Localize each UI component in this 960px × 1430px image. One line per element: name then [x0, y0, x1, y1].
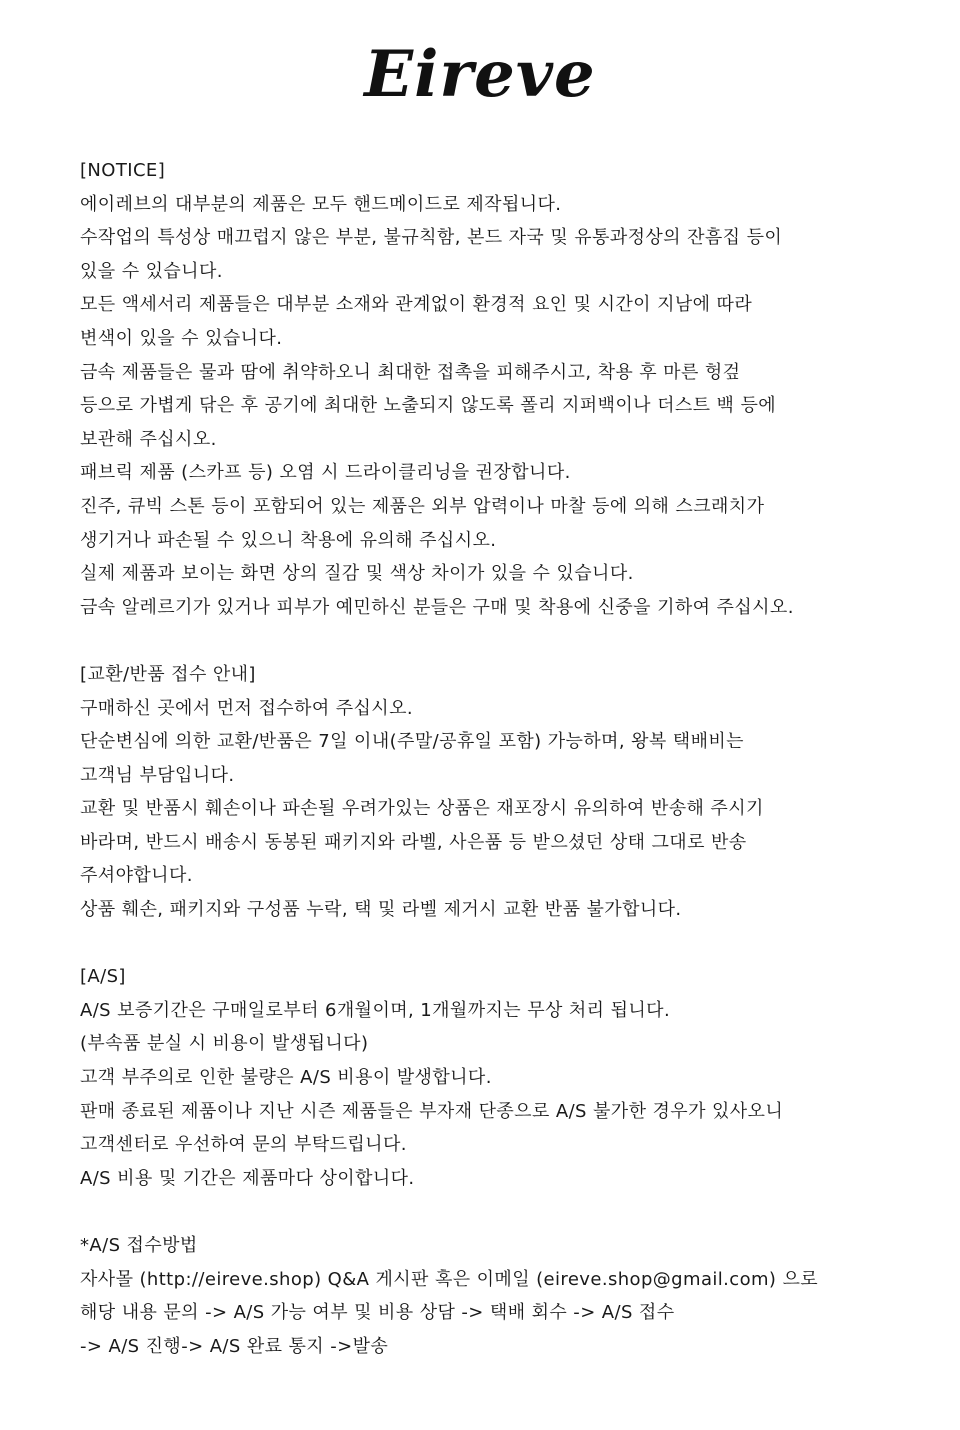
section-heading: [A/S] [80, 966, 126, 988]
section-spacer [80, 927, 900, 961]
section-spacer [80, 1195, 900, 1229]
procedure-line: 해당 내용 문의 -> A/S 가능 여부 및 비용 상담 -> 택배 회수 -> A/S 접수 [80, 1302, 675, 1324]
exchange-line: 주셔야합니다. [80, 865, 193, 887]
exchange-line: 바라며, 반드시 배송시 동봉된 패키지와 라벨, 사은품 등 받으셨던 상태 그대로 반송 [80, 831, 747, 853]
notice-line: 변색이 있을 수 있습니다. [80, 327, 283, 349]
notice-line: 에이레브의 대부분의 제품은 모두 핸드메이드로 제작됩니다. [80, 193, 562, 215]
as-line: 고객 부주의로 인한 불량은 A/S 비용이 발생합니다. [80, 1067, 492, 1089]
section-as [80, 960, 900, 1195]
section-notice [80, 154, 900, 624]
procedure-line: 자사몰 (http://eireve.shop) Q&A 게시판 혹은 이메일 (eireve.shop@gmail.com) 으로 [80, 1268, 819, 1290]
notice-content [80, 154, 900, 1363]
procedure-line: -> A/S 진행-> A/S 완료 통지 ->발송 [80, 1335, 389, 1357]
as-line: (부속품 분실 시 비용이 발생됩니다) [80, 1033, 369, 1055]
brand-logo: Eireve [364, 37, 596, 112]
section-as-procedure [80, 1229, 900, 1363]
notice-line: 등으로 가볍게 닦은 후 공기에 최대한 노출되지 않도록 폴리 지퍼백이나 더스트 백 등에 [80, 395, 777, 417]
exchange-line: 고객님 부담입니다. [80, 764, 235, 786]
exchange-line: 상품 훼손, 패키지와 구성품 누락, 택 및 라벨 제거시 교환 반품 불가합니다. [80, 899, 682, 921]
notice-line: 있을 수 있습니다. [80, 260, 223, 282]
notice-line: 패브릭 제품 (스카프 등) 오염 시 드라이클리닝을 권장합니다. [80, 462, 571, 484]
exchange-line: 구매하신 곳에서 먼저 접수하여 주십시오. [80, 697, 414, 719]
section-heading: *A/S 접수방법 [80, 1235, 198, 1256]
as-line: A/S 보증기간은 구매일로부터 6개월이며, 1개월까지는 무상 처리 됩니다. [80, 999, 671, 1021]
section-heading: [교환/반품 접수 안내] [80, 663, 256, 685]
notice-line: 금속 제품들은 물과 땀에 취약하오니 최대한 접촉을 피해주시고, 착용 후 마른 헝겊 [80, 361, 741, 383]
as-line: 고객센터로 우선하여 문의 부탁드립니다. [80, 1134, 407, 1156]
notice-line: 수작업의 특성상 매끄럽지 않은 부분, 불규칙함, 본드 자국 및 유통과정상의 잔흠집 등이 [80, 227, 783, 249]
exchange-line: 교환 및 반품시 훼손이나 파손될 우려가있는 상품은 재포장시 유의하여 반송해 주시기 [80, 798, 764, 820]
notice-line: 모든 액세서리 제품들은 대부분 소재와 관계없이 환경적 요인 및 시간이 지남에 따라 [80, 294, 753, 316]
section-heading: [NOTICE] [80, 160, 166, 181]
notice-line: 금속 알레르기가 있거나 피부가 예민하신 분들은 구매 및 착용에 신중을 기하여 주십시오. [80, 596, 794, 618]
notice-line: 진주, 큐빅 스톤 등이 포함되어 있는 제품은 외부 압력이나 마찰 등에 의해 스크래치가 [80, 495, 765, 517]
exchange-line: 단순변심에 의한 교환/반품은 7일 이내(주말/공휴일 포함) 가능하며, 왕복 택배비는 [80, 731, 744, 753]
section-exchange-return [80, 658, 900, 927]
notice-line: 보관해 주십시오. [80, 428, 217, 450]
as-line: 판매 종료된 제품이나 지난 시즌 제품들은 부자재 단종으로 A/S 불가한 경우가 있사오니 [80, 1100, 784, 1122]
as-line: A/S 비용 및 기간은 제품마다 상이합니다. [80, 1167, 415, 1189]
notice-line: 생기거나 파손될 수 있으니 착용에 유의해 주십시오. [80, 529, 497, 551]
section-spacer [80, 624, 900, 658]
notice-line: 실제 제품과 보이는 화면 상의 질감 및 색상 차이가 있을 수 있습니다. [80, 563, 634, 585]
